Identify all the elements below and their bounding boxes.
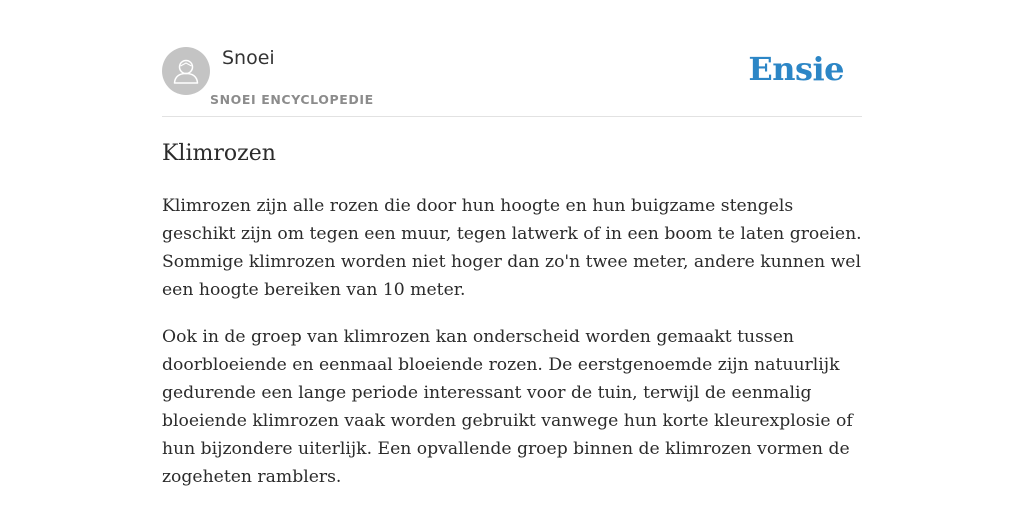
avatar[interactable] [162,47,210,95]
article-paragraph: Klimrozen zijn alle rozen die door hun hoogte en hun buigzame stengels geschikt zijn om tegen een muur, tegen latwerk of in een boom te laten groeien. Sommige klimrozen worden niet hoger dan zo'n twee meter, andere kunnen wel een hoogte bereiken van 10 meter. [162,196,862,300]
article [162,138,866,491]
encyclopedia-label[interactable]: SNOEI ENCYCLOPEDIE [210,92,374,107]
article-title: Klimrozen [162,141,276,166]
ensie-logo[interactable]: Ensie [748,50,844,88]
article-paragraph: Ook in de groep van klimrozen kan onderscheid worden gemaakt tussen doorbloeiende en eenmaal bloeiende rozen. De eerstgenoemde zijn natuurlijk gedurende een lange periode interessant voor de tuin, terwijl de eenmalig bloeiende klimrozen vaak worden gebruikt vanwege hun korte kleurexplosie of hun bijzondere uiterlijk. Een opvallende groep binnen de klimrozen vormen de zogeheten ramblers. [162,327,853,487]
page-header [162,46,862,117]
user-icon [162,47,210,95]
author-name[interactable]: Snoei [222,47,275,69]
